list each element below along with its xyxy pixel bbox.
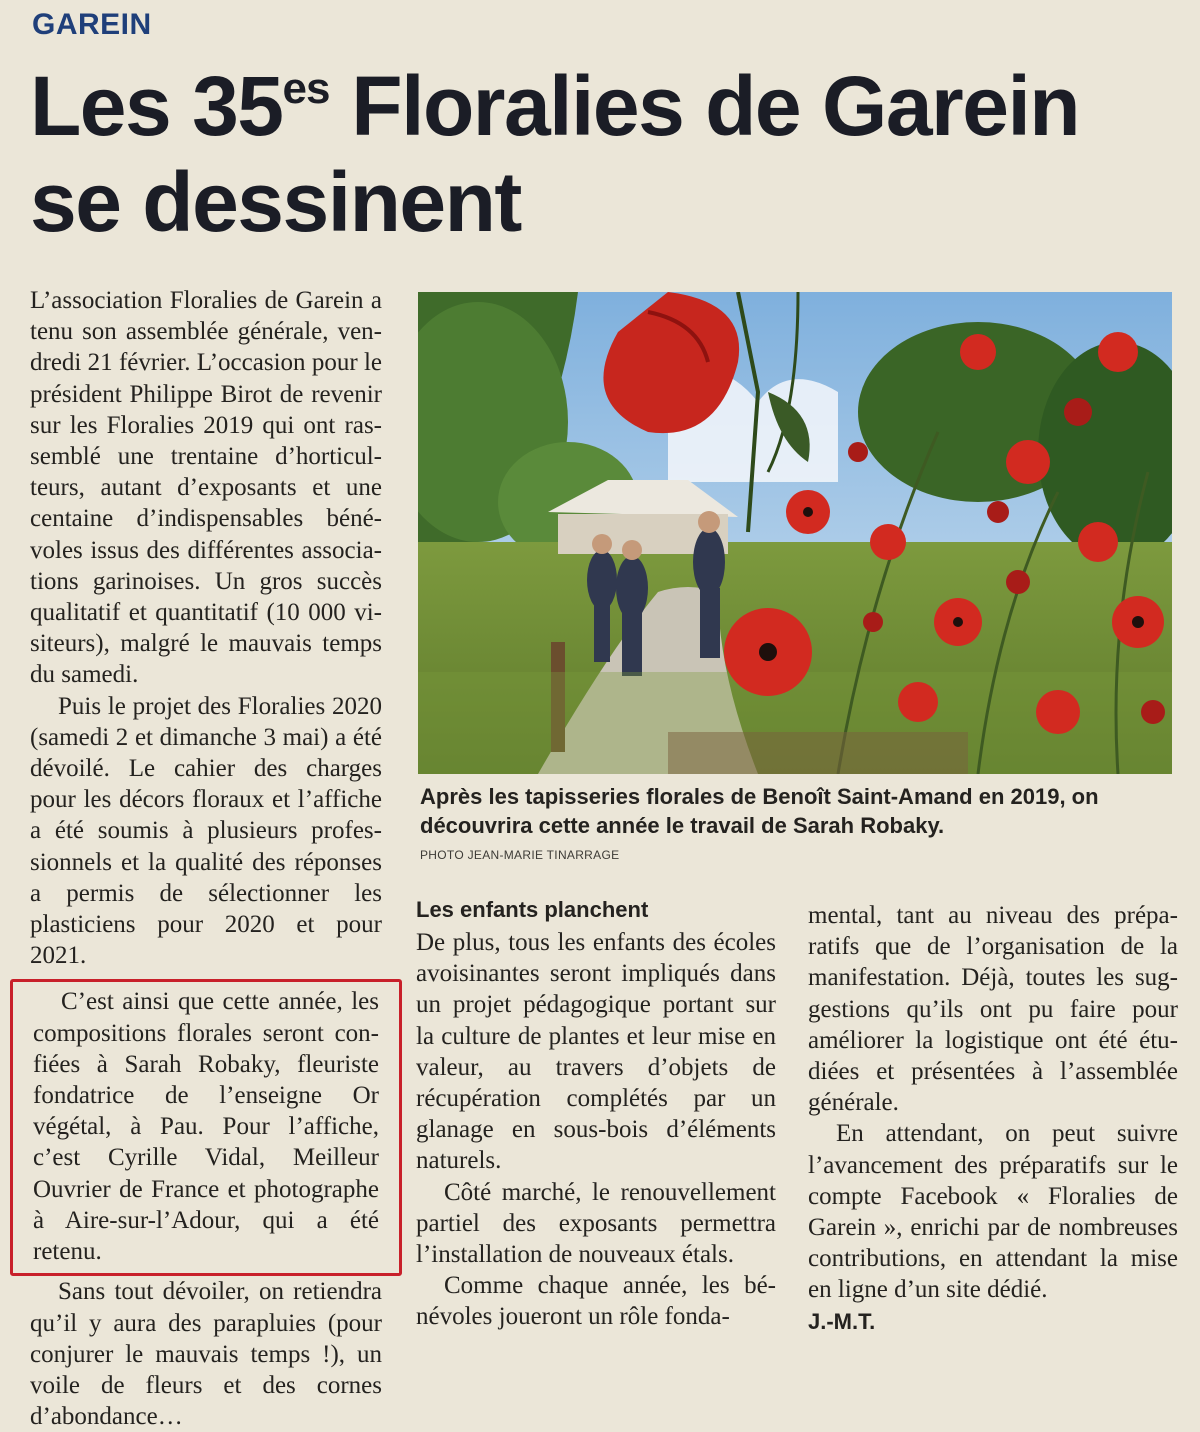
section-label: GAREIN <box>32 8 152 41</box>
garden-photo-illustration <box>418 292 1172 774</box>
paragraph-highlighted: C’est ainsi que cette année, les compositions florales seront confiées à Sarah Robaky, fleuriste fondatrice de l’enseigne Or végétal, à Pau. Pour l’affiche, c’est Cyrille Vidal, Meilleur Ouvrier de France et photographe à Aire-sur-l’Adour, qui a été retenu. <box>33 988 379 1266</box>
paragraph-children: De plus, tous les enfants des écoles avoisinantes seront impliqués dans un projet pédagogique portant sur la culture de plantes et leur mise en valeur, au travers d’objets de récupération complétés par un glanage en sous-bois d’éléments naturels. <box>416 929 776 1175</box>
article-photo <box>418 292 1172 774</box>
author-signature: J.-M.T. <box>808 1308 876 1334</box>
paragraph-market: Côté marché, le renouvellement partiel des exposants permettra l’installation de nouveaux étals. <box>416 1178 776 1269</box>
highlight-box <box>10 979 402 1276</box>
headline <box>30 58 1170 250</box>
photo-caption: Après les tapisseries florales de Benoît Saint-Amand en 2019, on découvrira cette année le travail de Sarah Robaky. <box>420 784 1099 838</box>
signature-line <box>808 1306 1178 1337</box>
headline-part1: Les 35 <box>30 59 283 153</box>
photo-credit: PHOTO JEAN-MARIE TINARRAGE <box>420 848 620 862</box>
article-column-1 <box>30 285 382 1432</box>
paragraph-volunteers-continued: mental, tant au niveau des préparatifs que de l’organisation de la manifestation. Déjà, toutes les suggestions qu’ils ont pu faire pour améliorer la logistique ont été étudiées et présentées à l’assemblée générale. <box>808 902 1178 1117</box>
article-column-3 <box>808 900 1178 1337</box>
paragraph-project-2020: Puis le projet des Floralies 2020 (samedi 2 et dimanche 3 mai) a été dévoilé. Le cahier des charges pour les décors floraux et l’affiche a été soumis à plusieurs professionnels et la qualité des réponses a permis de sélectionner les plasticiens pour 2020 et pour 2021. <box>30 692 382 970</box>
paragraph-facebook: En attendant, on peut suivre l’avancement des préparatifs sur le compte Facebook « Floralies de Garein », enrichi par de nombreuses contributions, en attendant la mise en ligne d’un site dédié. <box>808 1120 1178 1304</box>
headline-part2: Floralies de Garein se dessinent <box>30 59 1080 249</box>
paragraph-volunteers-start: Comme chaque année, les bénévoles joueront un rôle fonda- <box>416 1272 776 1331</box>
paragraph-decor: Sans tout dévoiler, on retiendra qu’il y aura des parapluies (pour conjurer le mauvais temps !), un voile de fleurs et des cornes d’abondance… <box>30 1278 382 1431</box>
paragraph-volunteers-full <box>0 0 1 1</box>
subheading: Les enfants planchent <box>416 897 649 922</box>
paragraph-intro: L’association Floralies de Garein a tenu son assemblée générale, vendredi 21 février. L’occasion pour le président Philippe Birot de revenir sur les Floralies 2019 qui ont rassemblé une trentaine d’horticulteurs, autant d’exposants et une centaine d’indispensables bénévoles issus des différentes associations garinoises. Un gros succès qualitatif et quantitatif (10 000 visiteurs), malgré le mauvais temps du samedi. <box>30 287 382 689</box>
article-column-2 <box>416 895 776 1333</box>
headline-ordinal-suffix: es <box>282 64 330 113</box>
